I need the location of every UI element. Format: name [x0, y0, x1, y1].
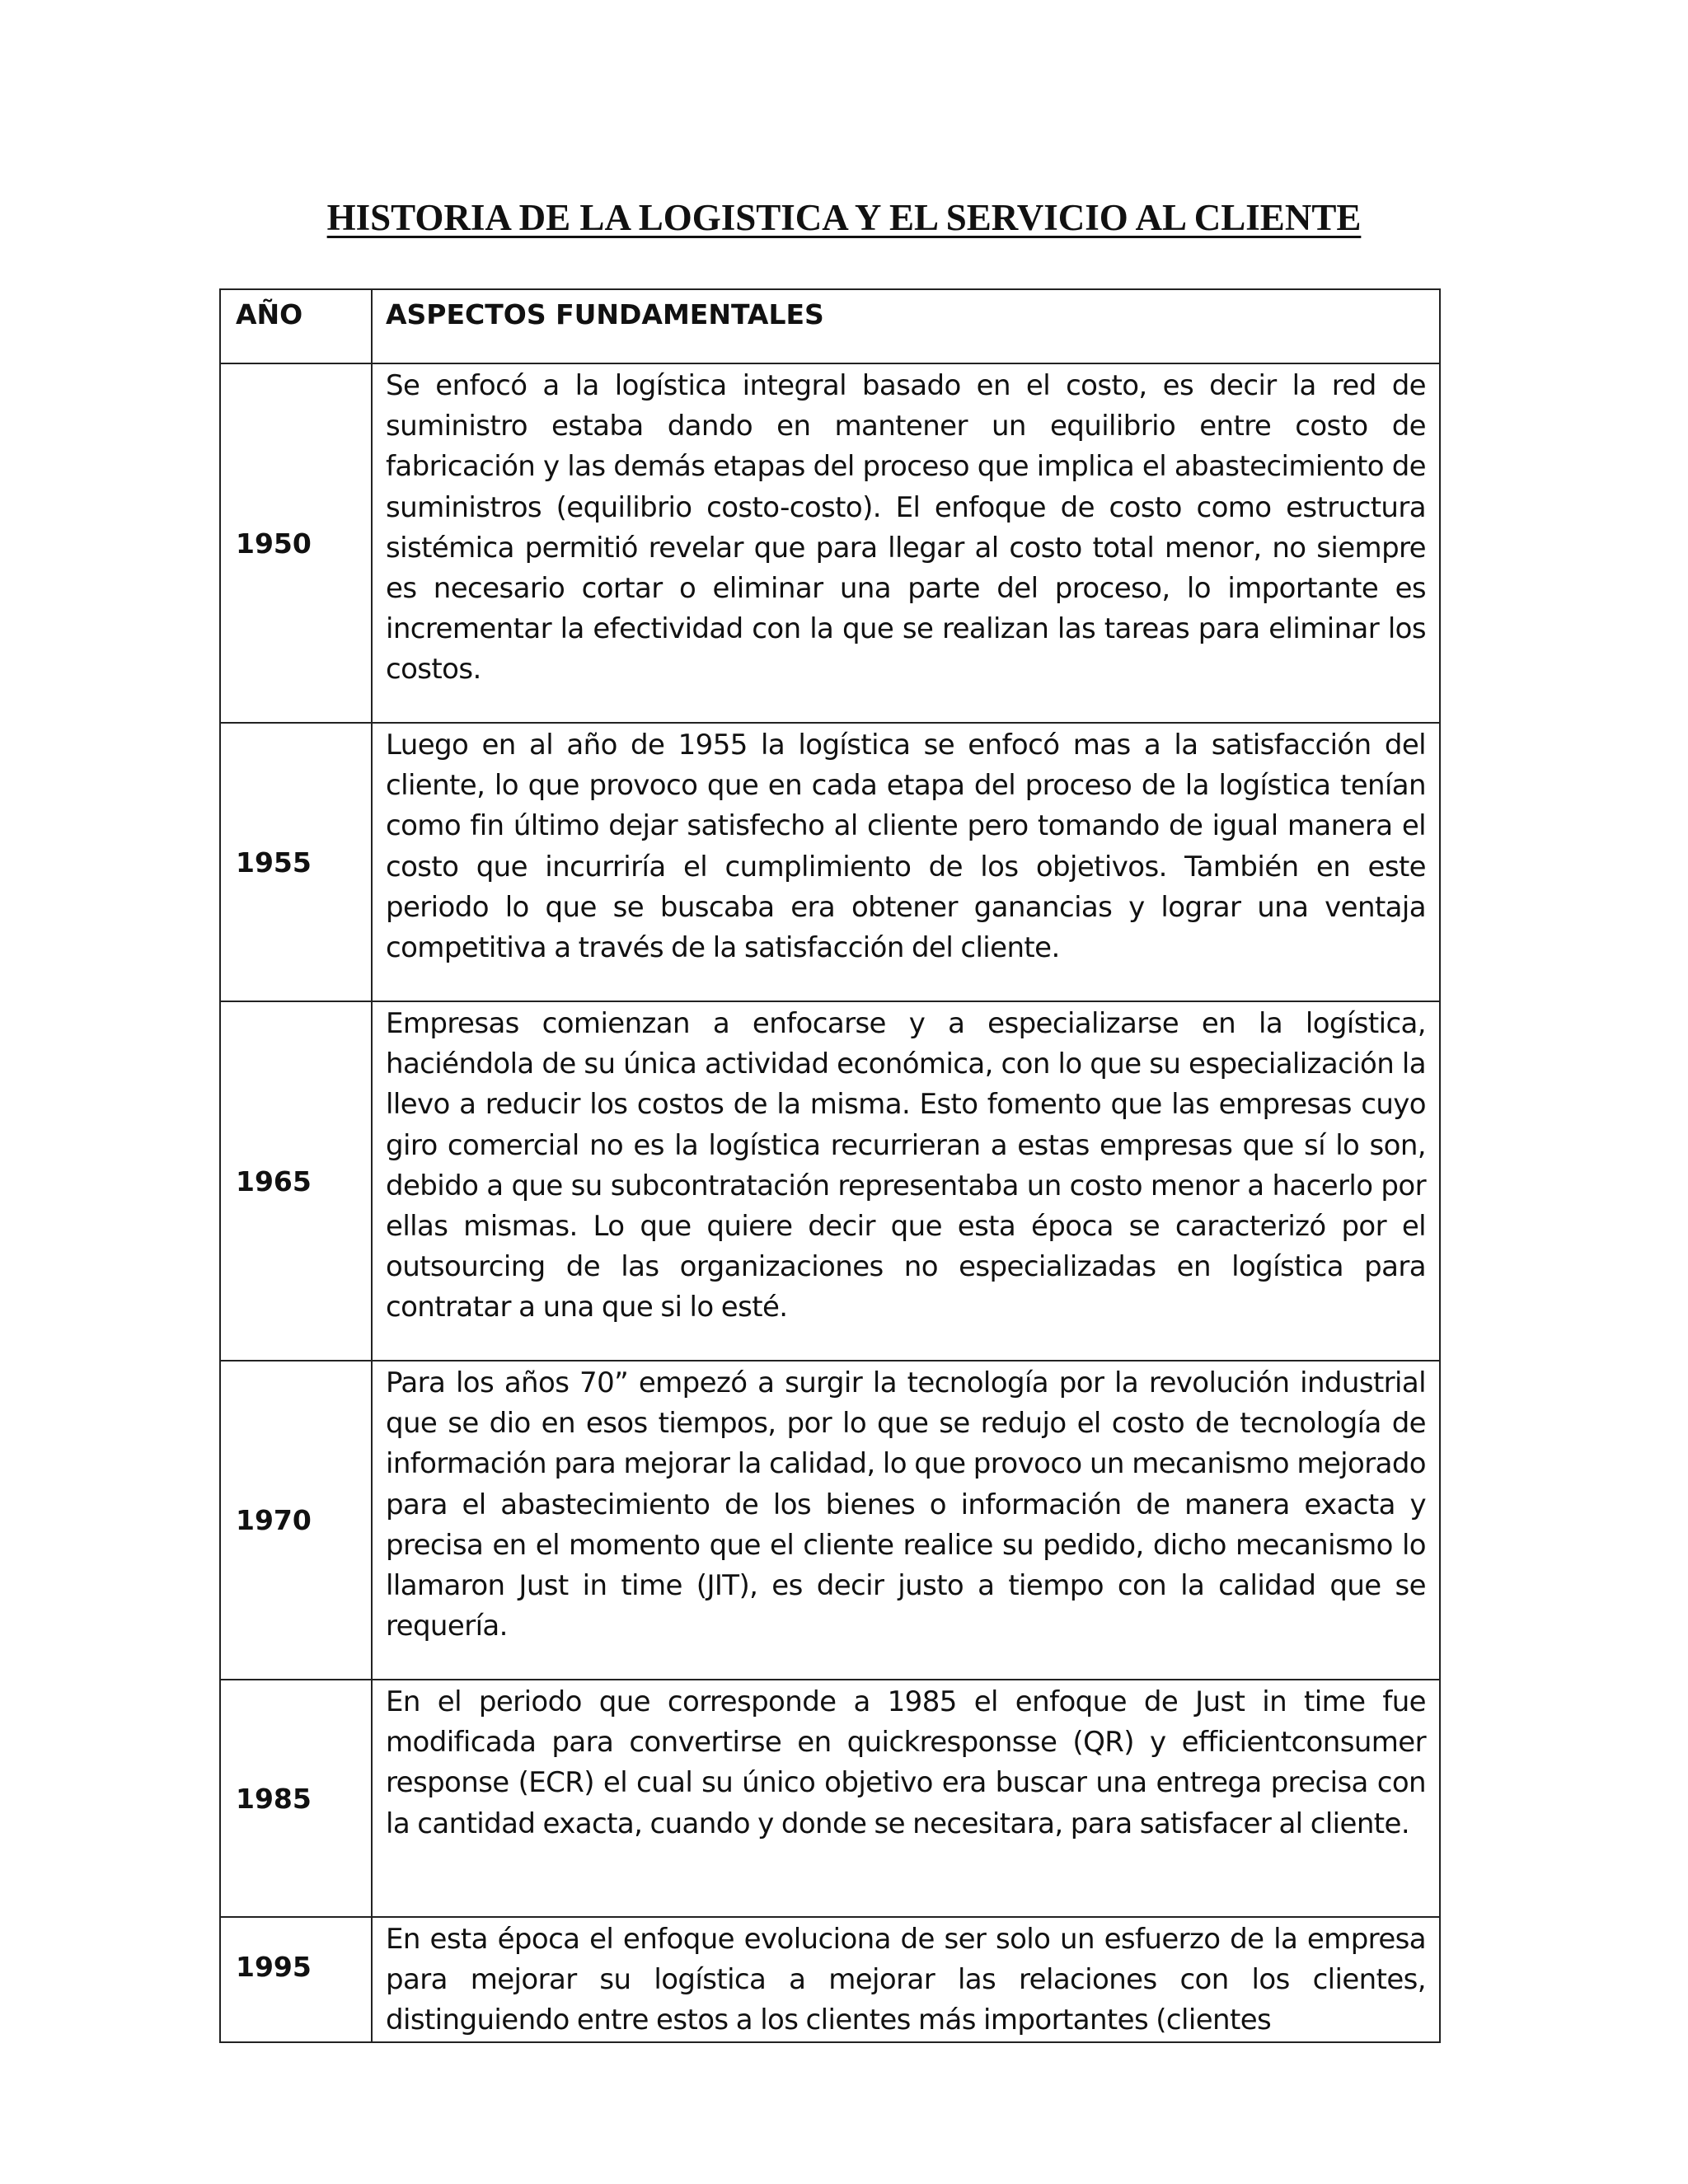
- table-row: [220, 1917, 1440, 2042]
- table-row: [220, 1680, 1440, 1917]
- aspects-cell: En el periodo que corresponde a 1985 el enfoque de Just in time fue modificada para convertirse en quickresponsse (QR) y efficientconsumer response (ECR) el cual su único objetivo era buscar una entrega precisa con la cantidad exacta, cuando y donde se necesitara, para satisfacer al cliente.: [372, 1680, 1440, 1917]
- aspects-cell: Empresas comienzan a enfocarse y a especializarse en la logística, haciéndola de su única actividad económica, con lo que su especialización la llevo a reducir los costos de la misma. Esto fomento que las empresas cuyo giro comercial no es la logística recurrieran a estas empresas que sí lo son, debido a que su subcontratación representaba un costo menor a hacerlo por ellas mismas. Lo que quiere decir que esta época se caracterizó por el outsourcing de las organizaciones no especializadas en logística para contratar a una que si lo esté.: [372, 1001, 1440, 1361]
- table-row: [220, 723, 1440, 1001]
- year-cell: 1970: [220, 1361, 372, 1680]
- aspects-cell: Para los años 70” empezó a surgir la tecnología por la revolución industrial que se dio en esos tiempos, por lo que se redujo el costo de tecnología de información para mejorar la calidad, lo que provoco un mecanismo mejorado para el abastecimiento de los bienes o información de manera exacta y precisa en el momento que el cliente realice su pedido, dicho mecanismo lo llamaron Just in time (JIT), es decir justo a tiempo con la calidad que se requería.: [372, 1361, 1440, 1680]
- aspects-text-truncated: En esta época el enfoque evoluciona de ser solo un esfuerzo de la empresa para mejorar su logística a mejorar las relaciones con los clientes, distinguiendo entre estos a los clientes más importantes (clientes: [386, 1923, 1426, 2035]
- year-cell: 1995: [220, 1917, 372, 2042]
- year-cell: 1965: [220, 1001, 372, 1361]
- aspects-cell: Luego en al año de 1955 la logística se enfocó mas a la satisfacción del cliente, lo que provoco que en cada etapa del proceso de la logística tenían como fin último dejar satisfecho al cliente pero tomando de igual manera el costo que incurriría el cumplimiento de los objetivos. También en este periodo lo que se buscaba era obtener ganancias y lograr una ventaja competitiva a través de la satisfacción del cliente.: [372, 723, 1440, 1001]
- table-row: [220, 363, 1440, 723]
- header-aspects: ASPECTOS FUNDAMENTALES: [372, 289, 1440, 363]
- table-header-row: [220, 289, 1440, 363]
- table-row: [220, 1001, 1440, 1361]
- history-table: [219, 288, 1441, 2043]
- table-row: [220, 1361, 1440, 1680]
- aspects-cell: Se enfocó a la logística integral basado en el costo, es decir la red de suministro estaba dando en mantener un equilibrio entre costo de fabricación y las demás etapas del proceso que implica el abastecimiento de suministros (equilibrio costo-costo). El enfoque de costo como estructura sistémica permitió revelar que para llegar al costo total menor, no siempre es necesario cortar o eliminar una parte del proceso, lo importante es incrementar la efectividad con la que se realizan las tareas para eliminar los costos.: [372, 363, 1440, 723]
- year-cell: 1955: [220, 723, 372, 1001]
- header-year: AÑO: [220, 289, 372, 363]
- aspects-cell: [372, 1917, 1440, 2042]
- document-title: HISTORIA DE LA LOGISTICA Y EL SERVICIO AL CLIENTE: [326, 197, 1362, 238]
- year-cell: 1950: [220, 363, 372, 723]
- year-cell: 1985: [220, 1680, 372, 1917]
